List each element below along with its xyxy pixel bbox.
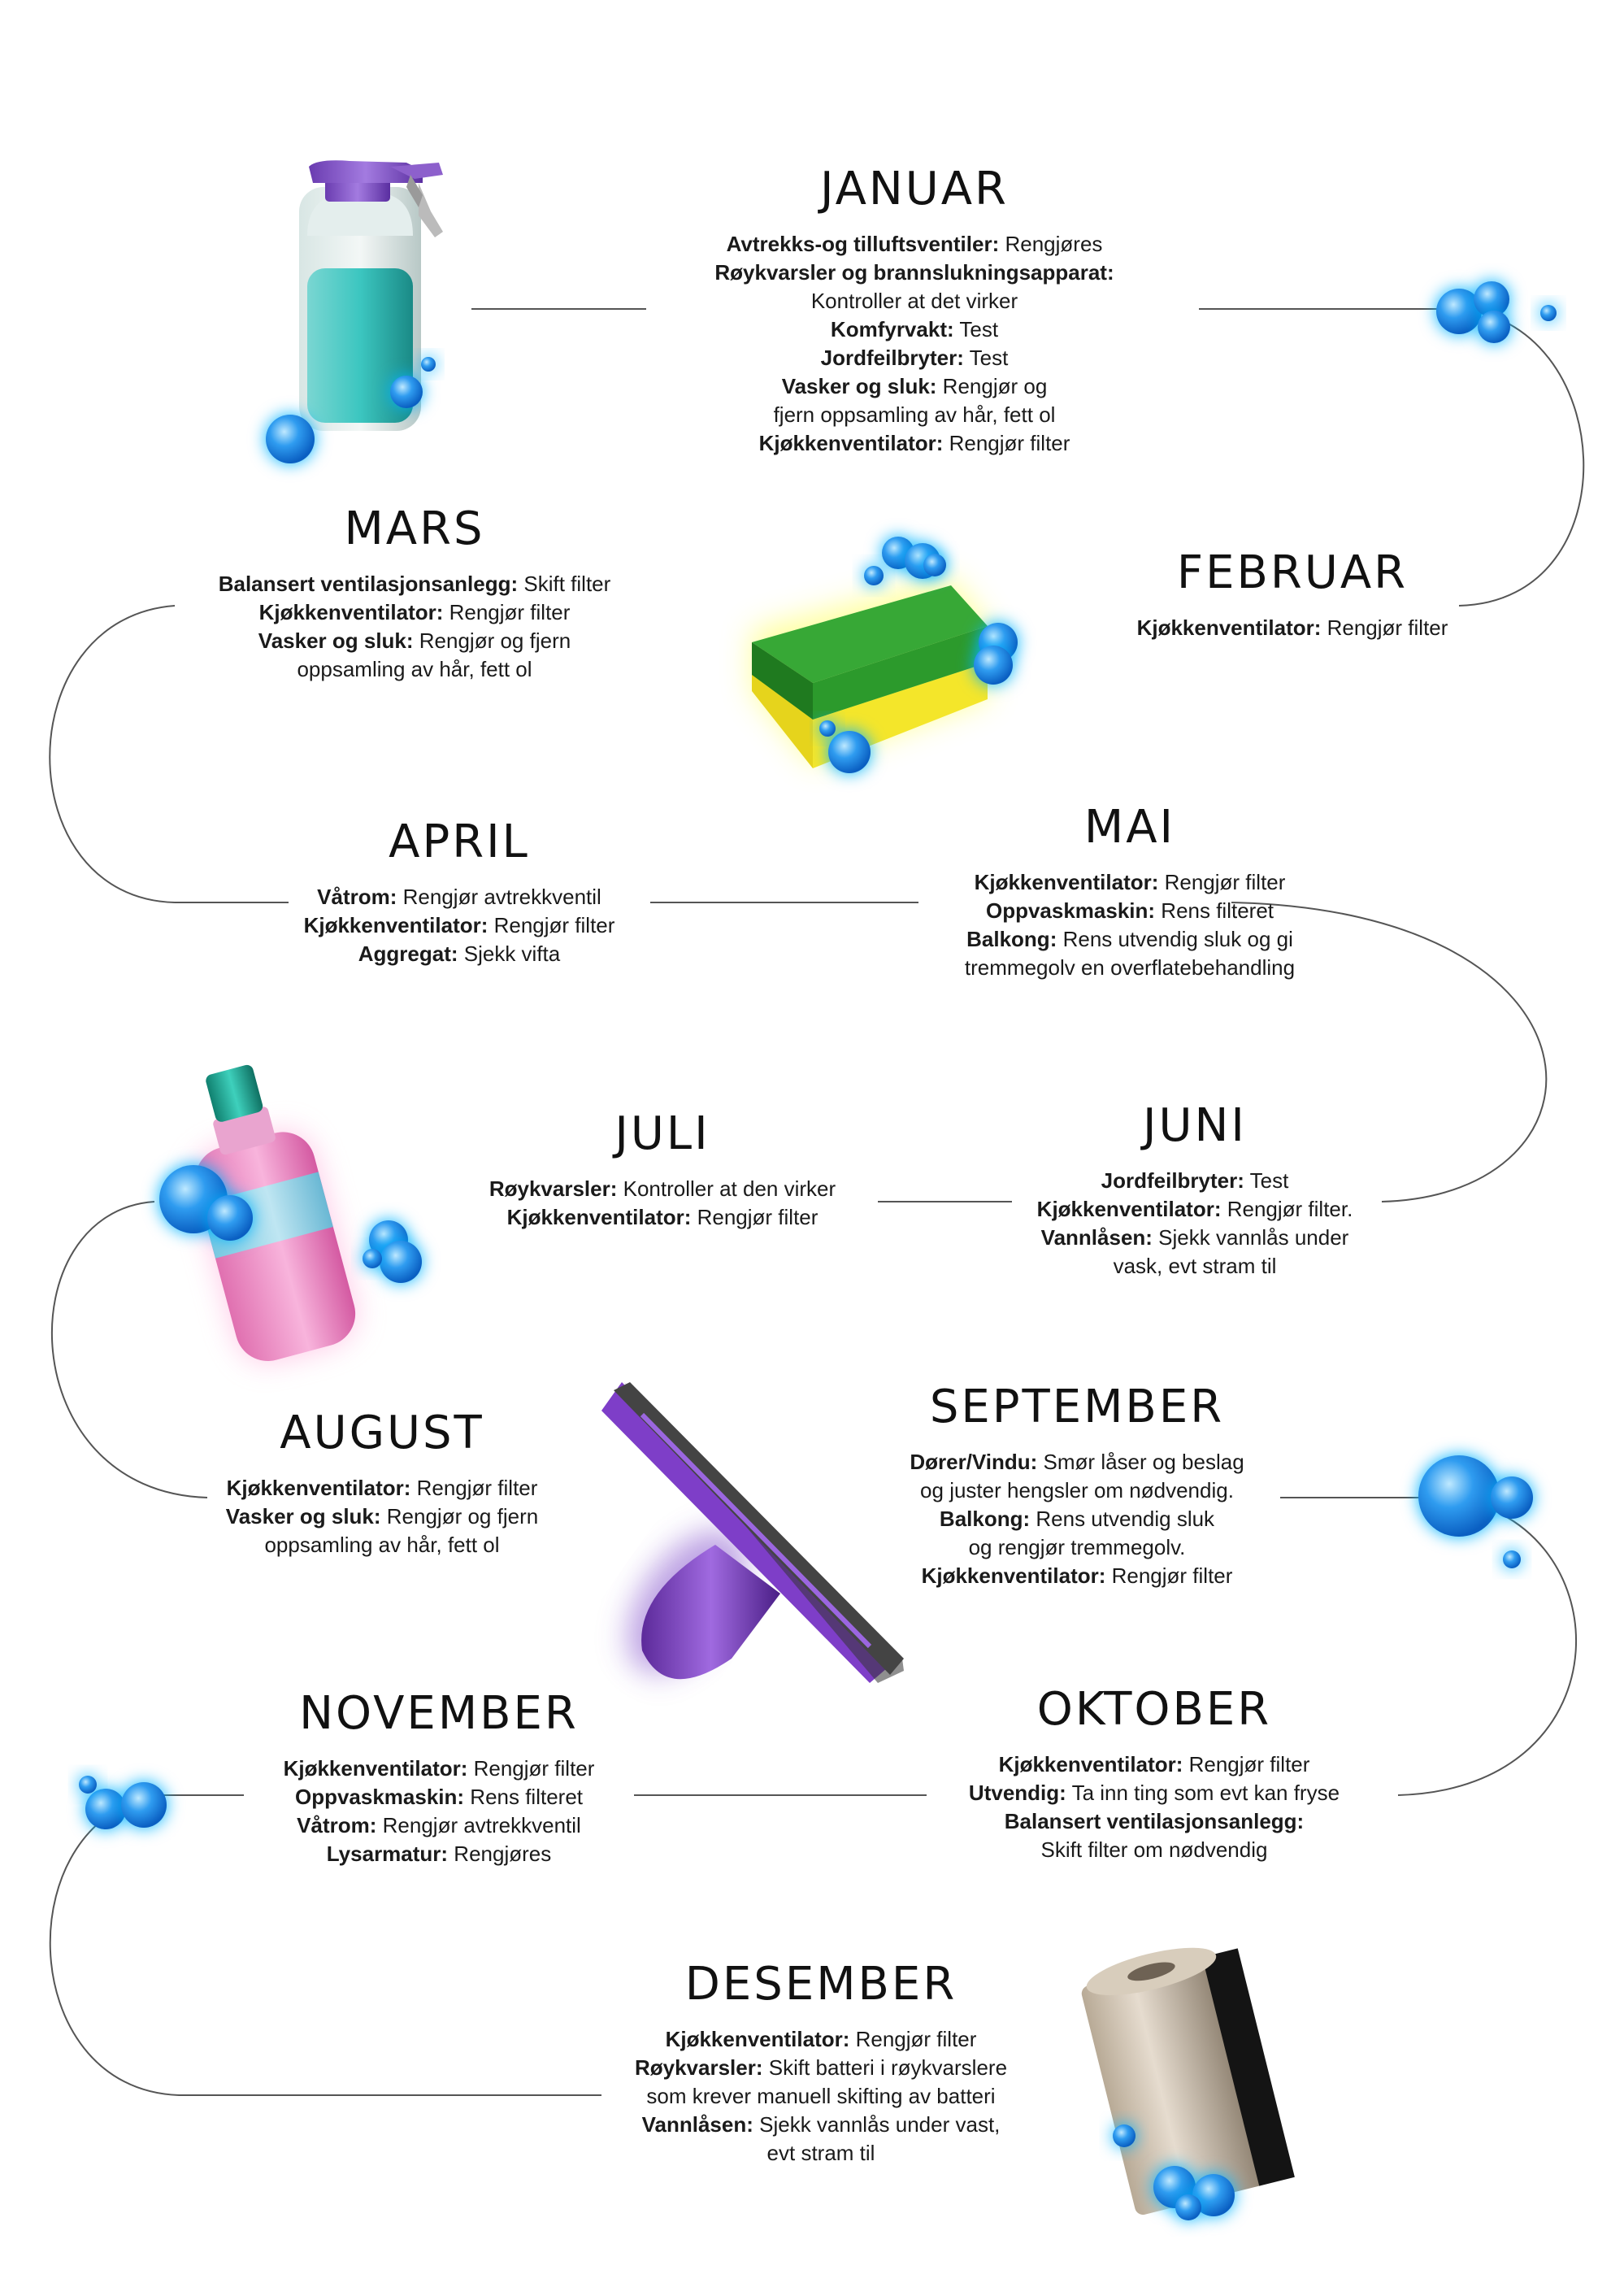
task-line xyxy=(679,372,1150,401)
task-text: Kontroller at den virker xyxy=(617,1176,836,1201)
bubble-icon xyxy=(819,720,836,737)
month-title: AUGUST xyxy=(280,1407,484,1459)
bubble-icon xyxy=(266,415,315,463)
task-label: Våtrom: xyxy=(317,885,397,909)
task-text: Rengjør filter xyxy=(849,2027,977,2051)
task-label: Vannlåsen: xyxy=(641,2112,753,2137)
task-line xyxy=(1004,1224,1386,1252)
month-title: NOVEMBER xyxy=(299,1687,579,1740)
task-line xyxy=(874,1562,1280,1590)
task-line xyxy=(187,655,642,684)
bubble-icon xyxy=(421,357,436,372)
month-title: JULI xyxy=(614,1107,710,1160)
task-line xyxy=(601,2111,1040,2139)
task-line xyxy=(923,868,1337,897)
task-text: Rengjør filter xyxy=(443,600,571,624)
task-label: Avtrekks-og tilluftsventiler: xyxy=(726,232,1000,256)
month-april xyxy=(272,815,646,968)
task-text: Rengjør filter xyxy=(488,913,615,937)
month-title: FEBRUAR xyxy=(1176,546,1409,599)
task-line xyxy=(939,1807,1370,1836)
task-line xyxy=(939,1750,1370,1779)
task-text: vask, evt stram til xyxy=(1113,1254,1277,1278)
task-line xyxy=(874,1448,1280,1476)
month-august xyxy=(195,1407,569,1559)
task-label: Oppvaskmaskin: xyxy=(985,898,1156,923)
task-text: Test xyxy=(963,346,1009,370)
task-text: Rengjør og fjern xyxy=(380,1504,539,1529)
task-text: tremmegolv en overflatebehandling xyxy=(964,955,1296,980)
month-title: DESEMBER xyxy=(684,1958,957,2011)
task-line xyxy=(679,401,1150,429)
task-line xyxy=(874,1533,1280,1562)
task-line xyxy=(679,315,1150,344)
task-line xyxy=(679,259,1150,287)
task-label: Kjøkkenventilator: xyxy=(1136,615,1322,640)
bubble-icon xyxy=(390,376,423,408)
month-title: MARS xyxy=(344,502,485,555)
task-line xyxy=(463,1203,862,1232)
task-label: Komfyrvakt: xyxy=(830,317,954,341)
month-februar xyxy=(1093,546,1492,642)
task-line xyxy=(195,1502,569,1531)
task-text: Rengjør filter xyxy=(1105,1563,1233,1588)
task-label: Kjøkkenventilator: xyxy=(665,2027,850,2051)
task-line xyxy=(874,1476,1280,1505)
task-line xyxy=(601,2025,1040,2054)
month-title: JANUAR xyxy=(820,163,1009,215)
task-label: Våtrom: xyxy=(297,1813,377,1837)
bubble-icon xyxy=(1503,1550,1521,1568)
bubble-icon xyxy=(380,1241,422,1283)
month-januar xyxy=(679,163,1150,458)
task-label: Lysarmatur: xyxy=(326,1842,449,1866)
task-text: Rengjør og fjern xyxy=(413,628,571,653)
task-text: Rengjør avtrekkventil xyxy=(397,885,601,909)
task-line xyxy=(601,2082,1040,2111)
task-label: Aggregat: xyxy=(358,941,458,966)
task-line xyxy=(679,287,1150,315)
task-text: Rengjør filter xyxy=(410,1476,538,1500)
task-label: Balkong: xyxy=(939,1507,1031,1531)
task-text: Ta inn ting som evt kan fryse xyxy=(1066,1781,1340,1805)
task-line xyxy=(1004,1252,1386,1281)
task-label: Vannlåsen: xyxy=(1040,1225,1153,1250)
task-line xyxy=(923,925,1337,954)
task-text: Skift filter om nødvendig xyxy=(1040,1837,1268,1862)
task-label: Kjøkkenventilator: xyxy=(226,1476,411,1500)
bubble-icon xyxy=(79,1776,97,1794)
task-label: Kjøkkenventilator: xyxy=(974,870,1159,894)
task-line xyxy=(272,911,646,940)
month-title: MAI xyxy=(1083,801,1176,854)
task-text: og rengjør tremmegolv. xyxy=(968,1535,1186,1559)
month-oktober xyxy=(939,1683,1370,1864)
task-label: Balansert ventilasjonsanlegg: xyxy=(218,572,519,596)
task-label: Vasker og sluk: xyxy=(258,628,414,653)
task-line xyxy=(272,940,646,968)
task-text: Rengjøres xyxy=(448,1842,552,1866)
bubble-icon xyxy=(1175,2194,1201,2220)
task-text: som krever manuell skifting av batteri xyxy=(646,2084,996,2108)
task-text: Rengjør filter xyxy=(1183,1752,1310,1776)
task-text: oppsamling av hår, fett ol xyxy=(297,657,532,681)
month-mars xyxy=(187,502,642,684)
task-text: Rengjør avtrekkventil xyxy=(376,1813,581,1837)
task-label: Vasker og sluk: xyxy=(781,374,937,398)
task-line xyxy=(272,883,646,911)
task-text: Rens utvendig sluk xyxy=(1030,1507,1215,1531)
bubble-icon xyxy=(864,566,884,585)
task-line xyxy=(679,344,1150,372)
task-label: Jordfeilbryter: xyxy=(1101,1168,1244,1193)
task-text: Rengjør filter xyxy=(1158,870,1286,894)
task-line xyxy=(923,897,1337,925)
task-text: Rengjør filter xyxy=(1321,615,1448,640)
task-label: Kjøkkenventilator: xyxy=(303,913,489,937)
bubble-icon xyxy=(207,1195,253,1241)
task-text: Kontroller at det virker xyxy=(810,289,1018,313)
task-label: Kjøkkenventilator: xyxy=(758,431,944,455)
task-label: Røykvarsler: xyxy=(634,2055,763,2080)
task-line xyxy=(187,598,642,627)
task-line xyxy=(679,230,1150,259)
month-title: SEPTEMBER xyxy=(929,1381,1225,1433)
task-line xyxy=(1004,1195,1386,1224)
bubble-icon xyxy=(363,1249,382,1268)
task-line xyxy=(187,627,642,655)
month-mai xyxy=(923,801,1337,982)
bubble-icon xyxy=(1113,2124,1135,2147)
task-label: Kjøkkenventilator: xyxy=(506,1205,692,1229)
squeegee-icon xyxy=(601,1382,904,1694)
task-line xyxy=(1004,1167,1386,1195)
task-line xyxy=(195,1474,569,1502)
month-title: APRIL xyxy=(389,815,530,868)
task-text: Rengjør og xyxy=(936,374,1048,398)
month-title: JUNI xyxy=(1143,1099,1247,1152)
task-text: Test xyxy=(1244,1168,1289,1193)
task-text: Rengjør filter. xyxy=(1221,1197,1353,1221)
task-text: Rengjøres xyxy=(999,232,1103,256)
month-september xyxy=(874,1381,1280,1590)
task-label: Kjøkkenventilator: xyxy=(1036,1197,1222,1221)
task-line xyxy=(1093,614,1492,642)
task-label: Balkong: xyxy=(966,927,1057,951)
task-label: Kjøkkenventilator: xyxy=(283,1756,468,1781)
month-juni xyxy=(1004,1099,1386,1281)
bubble-icon xyxy=(923,554,946,576)
task-text: Rens filteret xyxy=(1155,898,1274,923)
task-label: Jordfeilbryter: xyxy=(820,346,964,370)
task-text: Sjekk vannlås under vast, xyxy=(753,2112,1001,2137)
bubble-icon xyxy=(1418,1455,1500,1537)
task-label: Kjøkkenventilator: xyxy=(921,1563,1106,1588)
bubble-icon xyxy=(1478,311,1510,343)
task-label: Røykvarsler: xyxy=(489,1176,618,1201)
task-text: fjern oppsamling av hår, fett ol xyxy=(773,402,1056,427)
bubble-icon xyxy=(828,731,871,773)
task-line xyxy=(244,1840,634,1868)
bubble-icon xyxy=(85,1789,126,1829)
month-desember xyxy=(601,1958,1040,2168)
month-title: OKTOBER xyxy=(1036,1683,1272,1736)
task-text: Rengjør filter xyxy=(691,1205,819,1229)
task-text: Skift filter xyxy=(518,572,611,596)
task-line xyxy=(244,1783,634,1811)
task-line xyxy=(244,1811,634,1840)
bubble-icon xyxy=(974,646,1013,685)
task-label: Kjøkkenventilator: xyxy=(258,600,444,624)
bubble-icon xyxy=(1540,305,1557,321)
task-text: Test xyxy=(953,317,999,341)
task-line xyxy=(187,570,642,598)
task-line xyxy=(939,1836,1370,1864)
task-label: Oppvaskmaskin: xyxy=(294,1785,465,1809)
task-line xyxy=(601,2139,1040,2168)
task-text: og juster hengsler om nødvendig. xyxy=(920,1478,1234,1502)
task-label: Røykvarsler og brannslukningsapparat: xyxy=(714,260,1114,285)
task-line xyxy=(874,1505,1280,1533)
task-line xyxy=(923,954,1337,982)
sponge-icon xyxy=(752,577,988,768)
task-label: Balansert ventilasjonsanlegg: xyxy=(1004,1809,1305,1833)
task-line xyxy=(195,1531,569,1559)
task-text: Rens filteret xyxy=(464,1785,584,1809)
task-text: Rengjør filter xyxy=(943,431,1070,455)
task-label: Dører/Vindu: xyxy=(910,1450,1038,1474)
bubble-icon xyxy=(121,1782,167,1828)
month-juli xyxy=(463,1107,862,1232)
bubble-icon xyxy=(1491,1476,1533,1519)
task-line xyxy=(601,2054,1040,2082)
task-label: Vasker og sluk: xyxy=(225,1504,381,1529)
task-text: Smør låser og beslag xyxy=(1037,1450,1244,1474)
month-november xyxy=(244,1687,634,1868)
task-line xyxy=(679,429,1150,458)
task-text: Sjekk vannlås under xyxy=(1152,1225,1349,1250)
task-text: oppsamling av hår, fett ol xyxy=(264,1533,500,1557)
task-text: Skift batteri i røykvarslere xyxy=(762,2055,1008,2080)
task-text: evt stram til xyxy=(766,2141,875,2165)
task-text: Rens utvendig sluk og gi xyxy=(1057,927,1293,951)
task-text: Sjekk vifta xyxy=(458,941,561,966)
task-line xyxy=(463,1175,862,1203)
task-label: Kjøkkenventilator: xyxy=(998,1752,1183,1776)
task-line xyxy=(244,1755,634,1783)
task-line xyxy=(939,1779,1370,1807)
task-label: Utvendig: xyxy=(968,1781,1066,1805)
task-text: Rengjør filter xyxy=(467,1756,595,1781)
